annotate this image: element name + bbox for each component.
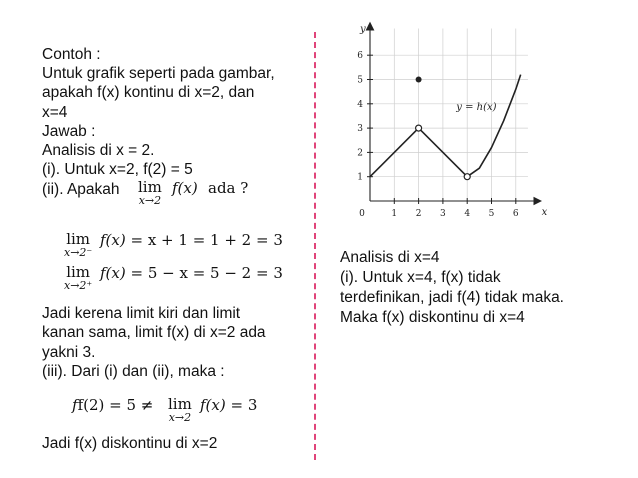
left-limit-result: = x + 1 = 1 + 2 = 3 <box>125 231 283 249</box>
lim-word: lim <box>138 178 162 196</box>
lim-word: lim <box>66 230 91 248</box>
question-tail: ada ? <box>208 179 249 197</box>
eq3-lhs-text: f(2) = 5 ≠ <box>77 396 154 414</box>
text-line-answer: Jawab : <box>42 123 96 140</box>
text-line-question-2: apakah f(x) kontinu di x=2, dan <box>42 84 255 101</box>
function-graph <box>340 20 555 225</box>
question-function: f(x) <box>172 179 198 197</box>
open-point <box>464 174 470 180</box>
lim-subscript: x→2⁻ <box>64 246 93 259</box>
text-line-question-3: x=4 <box>42 104 68 121</box>
y-tick-label: 6 <box>357 51 363 62</box>
right-line-step-i-2: terdefinikan, jadi f(4) tidak maka. <box>340 289 564 306</box>
text-line-final: Jadi f(x) diskontinu di x=2 <box>42 435 218 452</box>
text-line-conclusion-3: yakni 3. <box>42 344 96 361</box>
x-tick-label: 6 <box>512 209 519 219</box>
text-line-conclusion-2: kanan sama, limit f(x) di x=2 ada <box>42 324 266 341</box>
text-line-example: Contoh : <box>42 46 101 63</box>
text-line-analysis-x2: Analisis di x = 2. <box>42 142 155 159</box>
lim-word: lim <box>66 263 91 281</box>
lim-subscript: x→2 <box>138 194 162 207</box>
x-tick-label: 5 <box>488 209 495 219</box>
right-line-analysis-x4: Analisis di x=4 <box>340 249 440 266</box>
open-point <box>416 125 422 131</box>
x-tick-label: 4 <box>464 209 471 219</box>
y-axis-label: y <box>360 24 366 36</box>
function-fx: f(x) <box>100 264 126 282</box>
curve-label: y = h(x) <box>456 101 497 113</box>
eq3-result: = 3 <box>225 396 258 414</box>
text-line-question-1: Untuk grafik seperti pada gambar, <box>42 65 275 82</box>
text-line-step-ii: (ii). Apakah <box>42 181 120 198</box>
left-limit-expression <box>100 231 283 249</box>
axes <box>357 24 547 219</box>
function-fx: f(x) <box>200 396 226 414</box>
dashed-divider <box>314 32 316 460</box>
x-axis-label: x <box>541 207 548 218</box>
curve-segment <box>467 75 520 177</box>
eq3-lhs: ff(2) = 5 ≠ <box>72 396 154 414</box>
x-tick-label: 1 <box>391 209 398 219</box>
lim-subscript: x→2⁺ <box>64 279 93 292</box>
x-tick-label: 2 <box>415 209 422 219</box>
lim-subscript: x→2 <box>168 411 192 424</box>
plot <box>370 75 521 180</box>
text-line-step-iii: (iii). Dari (i) dan (ii), maka : <box>42 363 225 380</box>
text-line-step-i: (i). Untuk x=2, f(2) = 5 <box>42 161 193 178</box>
y-tick-label: 5 <box>357 75 363 86</box>
left-limit <box>64 231 92 259</box>
lim-word: lim <box>168 395 192 413</box>
function-fx: f(x) <box>100 231 126 249</box>
right-limit-expression <box>100 264 283 282</box>
right-limit-result: = 5 − x = 5 − 2 = 3 <box>125 264 283 282</box>
text-line-conclusion-1: Jadi kerena limit kiri dan limit <box>42 305 241 322</box>
eq3-rhs <box>200 396 257 414</box>
question-limit <box>138 179 162 207</box>
eq3-limit <box>168 396 192 424</box>
y-tick-label: 1 <box>357 172 363 183</box>
y-tick-label: 3 <box>357 124 363 135</box>
origin-label: 0 <box>359 209 365 219</box>
right-limit <box>64 264 92 292</box>
y-tick-label: 2 <box>357 148 363 159</box>
filled-point <box>416 77 422 83</box>
x-tick-label: 3 <box>440 209 446 219</box>
right-line-conclusion: Maka f(x) diskontinu di x=4 <box>340 309 525 326</box>
grid <box>370 28 528 201</box>
y-tick-label: 4 <box>357 99 363 110</box>
right-line-step-i-1: (i). Untuk x=4, f(x) tidak <box>340 269 501 286</box>
